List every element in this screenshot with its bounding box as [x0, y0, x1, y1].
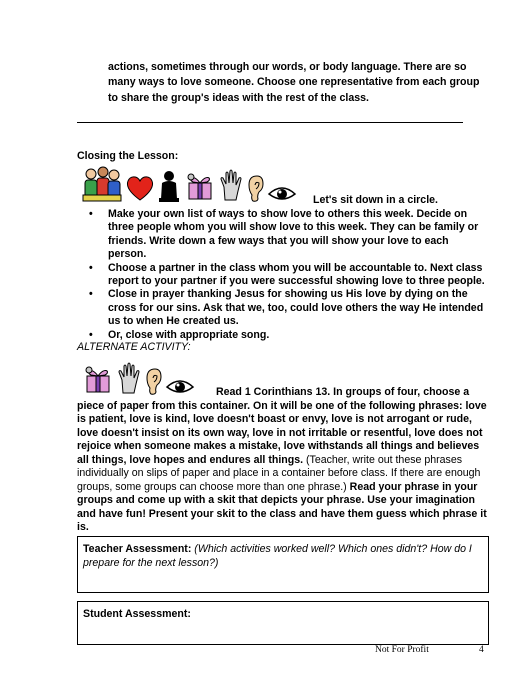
bullet-text: Close in prayer thanking Jesus for showing us His love by dying on the cross for our sins. Ask that we, too, could love others the way He intended us to when He created us. — [108, 288, 484, 328]
bullet-text: Make your own list of ways to show love to others this week. Decide on three people whom you will show love to this week. They can be family or friends. Write down a few ways that you will show your love to each person. — [108, 208, 479, 261]
bullet-glyph: • — [89, 208, 93, 220]
hand-icon — [219, 169, 245, 203]
ear-icon — [247, 173, 265, 203]
list-item — [78, 262, 488, 289]
section-divider — [77, 122, 463, 123]
teacher-assessment-box[interactable] — [77, 536, 489, 593]
teacher-assessment-prompt: (Which activities worked well? Which ones didn't? How do I prepare for the next lesson?) — [83, 543, 472, 569]
alternate-teacher-note: (Teacher, write out these phrases individually on slips of paper and place in a container before class. If there are enough groups, some groups can choose more than one phrase.) — [77, 453, 481, 493]
heart-icon — [125, 173, 155, 203]
alternate-bold-text-2: Read your phrase in your groups and come up with a skit that depicts your phrase. Use your imagination and have fun! Present your skit to the class and have them guess which phrase it is. — [77, 480, 487, 533]
teacher-assessment-label: Teacher Assessment: — [83, 543, 192, 555]
sit-down-instruction: Let's sit down in a circle. — [313, 194, 438, 206]
alternate-activity-heading: ALTERNATE ACTIVITY: — [77, 341, 191, 353]
closing-icon-row — [81, 165, 297, 203]
bullet-text: Choose a partner in the class whom you will be accountable to. Next class report to your partner if you were successful showing love to three people. — [108, 261, 485, 288]
list-item — [78, 208, 488, 262]
intro-paragraph: actions, sometimes through our words, or body language. There are so many ways to love someone. Choose one representative from each group to share the group's ideas with the rest of the class. — [108, 61, 480, 104]
list-item — [78, 288, 488, 328]
student-assessment-box[interactable] — [77, 601, 489, 645]
bullet-glyph: • — [89, 288, 93, 301]
gift-icon — [183, 169, 217, 203]
page-number: 4 — [479, 645, 484, 655]
praying-child-icon — [157, 169, 181, 203]
alternate-bold-text-1: Read 1 Corinthians 13. In groups of four, choose a piece of paper from this container. On it will be one of the following phrases: love is patient, love is kind, love doesn't boast or envy, love is not arrogant or rude, love doesn't insist on its own way, love in not irritable or resentful, love does not rejoice when someone makes a mistake, love withstands all things and believes all things, love hopes and endures all things. — [77, 386, 487, 466]
people-icon — [81, 165, 123, 203]
footer-text: Not For Profit — [375, 645, 429, 655]
closing-bullet-list — [78, 208, 488, 342]
bullet-glyph: • — [89, 261, 93, 274]
bullet-text: Or, close with appropriate song. — [108, 328, 270, 341]
bullet-glyph: • — [89, 328, 93, 341]
student-assessment-label: Student Assessment: — [83, 608, 191, 620]
eye-icon — [267, 183, 297, 203]
closing-heading: Closing the Lesson: — [77, 150, 179, 162]
alternate-activity-paragraph — [77, 386, 490, 535]
